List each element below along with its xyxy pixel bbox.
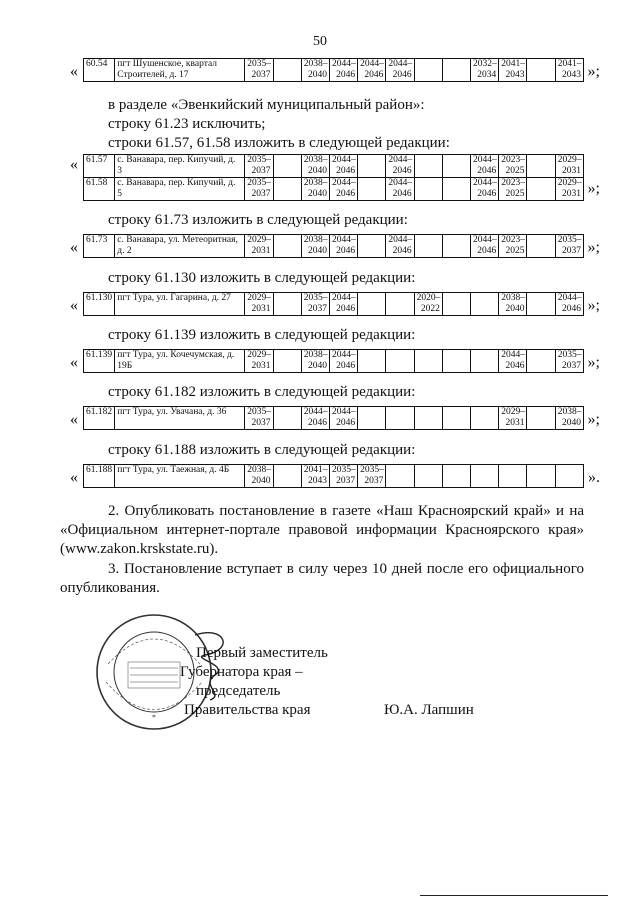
table-block	[70, 292, 600, 318]
paragraph: строку 61.182 изложить в следующей редакции:	[108, 384, 416, 400]
period-cell: 2035–2037	[555, 350, 583, 373]
table-row	[84, 465, 584, 488]
address-cell: с. Ванавара, пер. Кипучий, д. 3	[115, 155, 245, 178]
period-cell: 2038–2040	[555, 407, 583, 430]
period-cell	[358, 178, 386, 201]
period-cell: 2044–2046	[329, 350, 357, 373]
table-row	[84, 155, 584, 178]
period-cell	[273, 350, 301, 373]
quote-close: »;	[587, 63, 600, 80]
paragraph: строку 61.130 изложить в следующей редакции:	[108, 270, 416, 286]
period-cell	[442, 235, 470, 258]
quote-open: «	[70, 63, 78, 80]
period-cell	[358, 407, 386, 430]
period-cell: 2044–2046	[471, 155, 499, 178]
item-2-paragraph: 2. Опубликовать постановление в газете «Наш Красноярский край» и на «Официальном интернет-портале правовой информации Красноярского края» (www.zakon.krskstate.ru).	[60, 503, 584, 557]
period-cell	[471, 350, 499, 373]
signer-name: Ю.А. Лапшин	[384, 702, 474, 718]
quote-open: «	[70, 354, 78, 371]
table-block	[70, 406, 600, 432]
period-cell	[527, 59, 555, 82]
table-row	[84, 178, 584, 201]
address-cell: пгт Тура, ул. Кочечумская, д. 19Б	[115, 350, 245, 373]
data-table	[83, 292, 584, 316]
period-cell: 2023–2025	[499, 235, 527, 258]
period-cell	[527, 178, 555, 201]
paragraph: строку 61.73 изложить в следующей редакции:	[108, 212, 408, 228]
period-cell	[527, 235, 555, 258]
period-cell	[555, 465, 583, 488]
period-cell	[527, 350, 555, 373]
data-table	[83, 349, 584, 373]
paragraph: в разделе «Эвенкийский муниципальный район»:	[108, 97, 425, 113]
period-cell: 2044–2046	[329, 235, 357, 258]
period-cell: 2044–2046	[386, 155, 414, 178]
period-cell: 2035–2037	[358, 465, 386, 488]
period-cell: 2035–2037	[245, 155, 273, 178]
period-cell: 2032–2034	[471, 59, 499, 82]
page-number: 50	[313, 34, 327, 49]
period-cell: 2044–2046	[386, 235, 414, 258]
period-cell	[273, 407, 301, 430]
address-cell: пгт Шушенское, квартал Строителей, д. 17	[115, 59, 245, 82]
period-cell: 2044–2046	[329, 155, 357, 178]
period-cell: 2038–2040	[301, 155, 329, 178]
period-cell: 2044–2046	[555, 293, 583, 316]
period-cell	[358, 235, 386, 258]
row-number-cell: 61.139	[84, 350, 115, 373]
period-cell: 2020–2022	[414, 293, 442, 316]
footer-line	[420, 895, 608, 896]
data-table	[83, 154, 584, 201]
quote-close: ».	[588, 469, 600, 486]
table-block	[70, 349, 600, 375]
period-cell: 2044–2046	[329, 293, 357, 316]
period-cell: 2044–2046	[329, 59, 357, 82]
signer-title-line-4: Правительства края	[184, 702, 311, 718]
quote-close: »;	[587, 411, 600, 428]
signer-title-line-2: Губернатора края –	[180, 664, 303, 680]
period-cell	[471, 407, 499, 430]
period-cell	[442, 178, 470, 201]
period-cell: 2029–2031	[555, 178, 583, 201]
period-cell	[273, 465, 301, 488]
table-block	[70, 154, 600, 202]
period-cell	[527, 465, 555, 488]
signer-title-line-3: председатель	[196, 683, 281, 699]
period-cell: 2035–2037	[301, 293, 329, 316]
row-number-cell: 61.73	[84, 235, 115, 258]
table-row	[84, 293, 584, 316]
period-cell	[273, 59, 301, 82]
period-cell	[414, 59, 442, 82]
table-block	[70, 58, 600, 84]
row-number-cell: 61.182	[84, 407, 115, 430]
period-cell: 2044–2046	[301, 407, 329, 430]
period-cell	[442, 350, 470, 373]
period-cell	[471, 293, 499, 316]
quote-open: «	[70, 239, 78, 256]
period-cell	[527, 407, 555, 430]
period-cell: 2029–2031	[555, 155, 583, 178]
table-row	[84, 407, 584, 430]
period-cell	[442, 155, 470, 178]
paragraph: строку 61.139 изложить в следующей редакции:	[108, 327, 416, 343]
period-cell	[442, 465, 470, 488]
quote-open: «	[70, 156, 78, 173]
row-number-cell: 60.54	[84, 59, 115, 82]
table-row	[84, 59, 584, 82]
quote-close: »;	[587, 297, 600, 314]
period-cell	[527, 155, 555, 178]
period-cell: 2044–2046	[471, 178, 499, 201]
address-cell: пгт Тура, ул. Таежная, д. 4Б	[115, 465, 245, 488]
item-3-paragraph: 3. Постановление вступает в силу через 10 дней после его официального опубликования.	[60, 561, 584, 596]
row-number-cell: 61.57	[84, 155, 115, 178]
period-cell: 2029–2031	[245, 293, 273, 316]
quote-close: »;	[587, 180, 600, 197]
paragraph: строку 61.23 исключить;	[108, 116, 266, 132]
data-table	[83, 464, 584, 488]
row-number-cell: 61.58	[84, 178, 115, 201]
period-cell: 2038–2040	[245, 465, 273, 488]
period-cell: 2038–2040	[301, 235, 329, 258]
period-cell: 2038–2040	[301, 178, 329, 201]
svg-text:*: *	[152, 713, 156, 722]
period-cell: 2044–2046	[329, 178, 357, 201]
quote-open: «	[70, 469, 78, 486]
period-cell: 2035–2037	[245, 178, 273, 201]
paragraph: строки 61.57, 61.58 изложить в следующей редакции:	[108, 135, 450, 151]
period-cell: 2035–2037	[245, 407, 273, 430]
period-cell: 2044–2046	[499, 350, 527, 373]
address-cell: с. Ванавара, ул. Метеоритная, д. 2	[115, 235, 245, 258]
quote-open: «	[70, 411, 78, 428]
period-cell	[386, 465, 414, 488]
period-cell	[414, 465, 442, 488]
period-cell: 2044–2046	[358, 59, 386, 82]
data-table	[83, 406, 584, 430]
period-cell	[414, 178, 442, 201]
period-cell	[414, 407, 442, 430]
period-cell: 2038–2040	[499, 293, 527, 316]
period-cell	[442, 293, 470, 316]
period-cell	[414, 155, 442, 178]
period-cell	[358, 350, 386, 373]
table-block	[70, 464, 600, 490]
period-cell: 2044–2046	[386, 178, 414, 201]
period-cell: 2041–2043	[555, 59, 583, 82]
period-cell: 2029–2031	[245, 235, 273, 258]
period-cell: 2041–2043	[499, 59, 527, 82]
quote-open: «	[70, 297, 78, 314]
quote-close: »;	[587, 354, 600, 371]
data-table	[83, 58, 584, 82]
address-cell: пгт Тура, ул. Увачана, д. 36	[115, 407, 245, 430]
period-cell: 2044–2046	[329, 407, 357, 430]
signer-title-line-1: Первый заместитель	[196, 645, 328, 661]
period-cell	[358, 293, 386, 316]
period-cell	[471, 465, 499, 488]
period-cell: 2023–2025	[499, 178, 527, 201]
period-cell	[442, 59, 470, 82]
data-table	[83, 234, 584, 258]
address-cell: пгт Тура, ул. Гагарина, д. 27	[115, 293, 245, 316]
period-cell: 2029–2031	[245, 350, 273, 373]
period-cell: 2035–2037	[555, 235, 583, 258]
period-cell	[386, 350, 414, 373]
period-cell	[273, 178, 301, 201]
period-cell: 2035–2037	[329, 465, 357, 488]
row-number-cell: 61.188	[84, 465, 115, 488]
period-cell	[527, 293, 555, 316]
table-block	[70, 234, 600, 260]
address-cell: с. Ванавара, пер. Кипучий, д. 5	[115, 178, 245, 201]
period-cell	[273, 293, 301, 316]
period-cell: 2038–2040	[301, 59, 329, 82]
row-number-cell: 61.130	[84, 293, 115, 316]
period-cell: 2044–2046	[386, 59, 414, 82]
period-cell	[273, 235, 301, 258]
table-row	[84, 350, 584, 373]
period-cell	[442, 407, 470, 430]
period-cell	[273, 155, 301, 178]
period-cell	[358, 155, 386, 178]
period-cell: 2029–2031	[499, 407, 527, 430]
period-cell	[386, 407, 414, 430]
quote-close: »;	[587, 239, 600, 256]
period-cell: 2041–2043	[301, 465, 329, 488]
table-row	[84, 235, 584, 258]
period-cell: 2038–2040	[301, 350, 329, 373]
period-cell	[386, 293, 414, 316]
period-cell	[499, 465, 527, 488]
paragraph: строку 61.188 изложить в следующей редакции:	[108, 442, 416, 458]
period-cell: 2035–2037	[245, 59, 273, 82]
period-cell	[414, 350, 442, 373]
period-cell: 2023–2025	[499, 155, 527, 178]
period-cell	[414, 235, 442, 258]
period-cell: 2044–2046	[471, 235, 499, 258]
